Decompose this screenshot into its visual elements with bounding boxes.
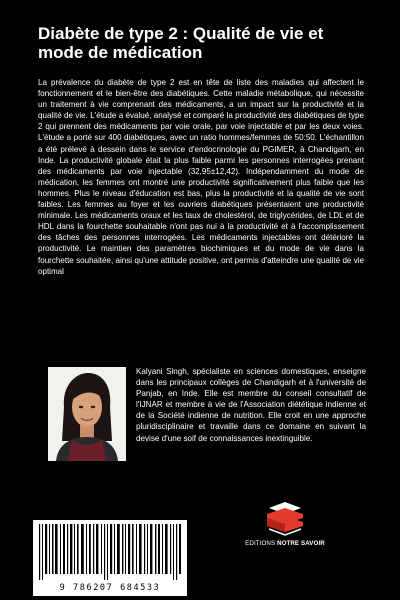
- author-photo: [48, 367, 126, 461]
- book-summary: La prévalence du diabète de type 2 est en tête de liste des maladies qui affectent le fonctionnement et le bien-être des diabétiques. Cette maladie métabolique, qui nécessite un traitement à vie comprenant des médicaments, a un impact sur la productivité et la qualité de vie. L'étude a évalué, analysé et comparé la productivité des diabétiques de type 2 qui prennent des médicaments par voie orale, par voie injectable et par les deux voies. L'étude a porté sur 400 diabétiques, avec un ratio hommes/femmes de 50:50. L'échantillon a été prélevé à dessein dans le service d'endocrinologie du PGIMER, à Chandigarh, en Inde. La productivité globale était la plus faible parmi les personnes interrogées prenant des médicaments par voie injectable (32,95±12,42). Indépendamment du mode de médication, les femmes ont montré une productivité significativement plus faible que les hommes. Plus le niveau d'éducation est bas, plus la productivité et la qualité de vie sont faibles. Les femmes au foyer et les ouvriers diabétiques présentaient une productivité minimale. Les médicaments oraux et les taux de cholestérol, de triglycérides, de LDL et de HDL dans la fourchette souhaitable n'ont pas nui à la productivité et à l'accomplissement des tâches des personnes interrogées. Les médicaments injectables ont détérioré la productivité. Le maintien des paramètres biochimiques et du mode de vie dans la fourchette souhaitée, ainsi qu'une attitude positive, ont permis d'atteindre une qualité de vie optimal: [38, 78, 364, 276]
- author-bio: Kalyani Singh, spécialiste en sciences domestiques, enseigne dans les principaux collèges de Chandigarh et à l'université de Panjab, en Inde. Elle est membre du conseil consultatif de l'IJNAR et membre à vie de l'Association diététique indienne et de la Société indienne de nutrition. Elle croit en une approche pluridisciplinaire et travaille dans ce domaine en suivant la devise d'une soif de connaissances inextinguible.: [136, 367, 366, 443]
- barcode-bars: [35, 524, 185, 580]
- publisher-name-light: EDITIONS: [245, 540, 277, 547]
- publisher-name-bold: NOTRE SAVOIR: [277, 540, 325, 547]
- author-portrait-image: [48, 367, 126, 461]
- publisher-logo: [252, 498, 318, 543]
- publisher-name: [230, 540, 340, 547]
- isbn-number: 9 786207 684533: [59, 583, 161, 593]
- isbn-barcode: [33, 520, 187, 596]
- book-title: Diabète de type 2 : Qualité de vie et mode de médication: [38, 24, 324, 62]
- book-stack-icon: [263, 498, 307, 536]
